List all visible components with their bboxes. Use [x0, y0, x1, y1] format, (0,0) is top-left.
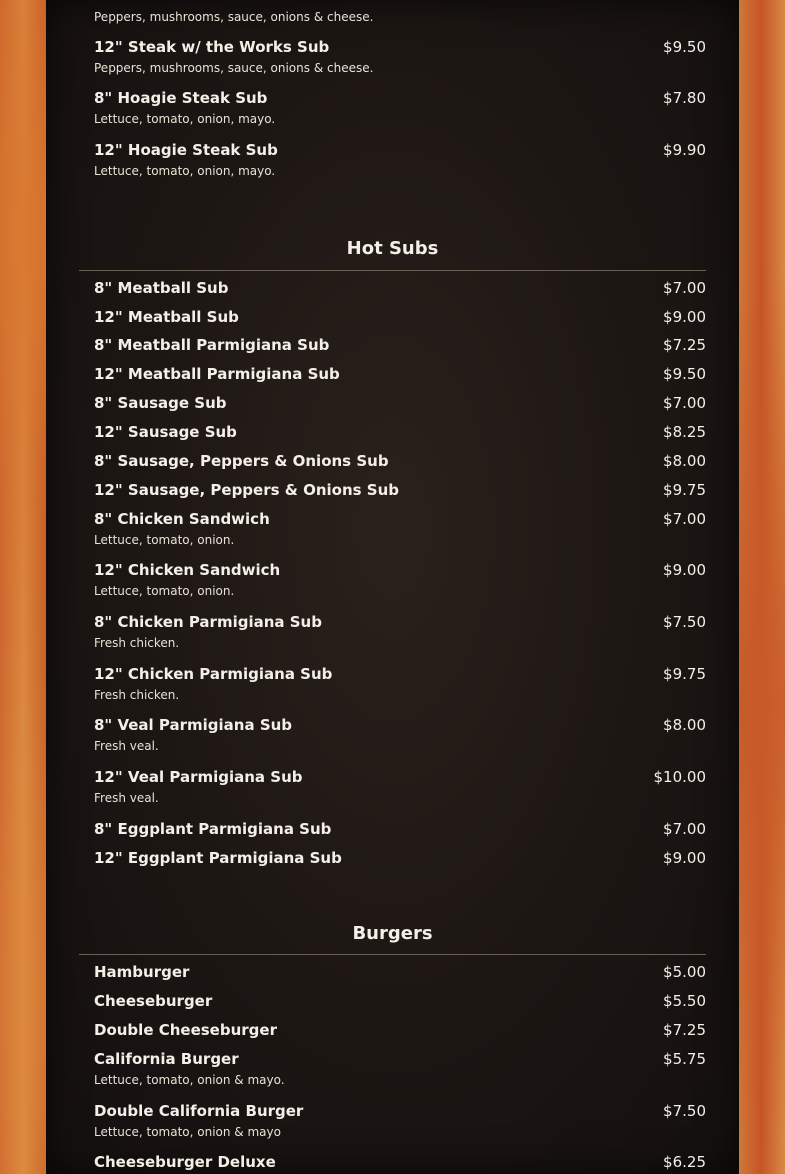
item-price: $7.00 [663, 510, 706, 528]
item-name: 8" Sausage, Peppers & Onions Sub [94, 452, 389, 470]
item-price: $10.00 [653, 768, 706, 786]
item-price: $5.50 [663, 992, 706, 1010]
item-description: Fresh veal. [94, 791, 159, 805]
item-price: $8.00 [663, 452, 706, 470]
item-price: $9.75 [663, 481, 706, 499]
item-price: $9.00 [663, 849, 706, 867]
item-description: Peppers, mushrooms, sauce, onions & cheese. [94, 61, 374, 75]
item-price: $7.00 [663, 394, 706, 412]
item-description: Lettuce, tomato, onion. [94, 584, 235, 598]
item-name: Hamburger [94, 963, 190, 981]
item-name: 8" Hoagie Steak Sub [94, 89, 268, 107]
item-price: $7.00 [663, 279, 706, 297]
item-name: 12" Meatball Sub [94, 308, 239, 326]
item-description: Lettuce, tomato, onion, mayo. [94, 112, 276, 126]
item-price: $7.80 [663, 89, 706, 107]
item-name: Double California Burger [94, 1102, 304, 1120]
item-name: 8" Chicken Sandwich [94, 510, 270, 528]
item-price: $9.50 [663, 365, 706, 383]
item-description: Lettuce, tomato, onion & mayo. [94, 1073, 285, 1087]
item-description: Lettuce, tomato, onion, mayo. [94, 164, 276, 178]
item-price: $9.00 [663, 308, 706, 326]
item-name: 12" Meatball Parmigiana Sub [94, 365, 340, 383]
item-description: Lettuce, tomato, onion. [94, 533, 235, 547]
item-price: $7.25 [663, 336, 706, 354]
item-name: 8" Veal Parmigiana Sub [94, 716, 293, 734]
item-description: Fresh veal. [94, 739, 159, 753]
item-name: Double Cheeseburger [94, 1021, 277, 1039]
item-name: 12" Veal Parmigiana Sub [94, 768, 303, 786]
section-title-burgers: Burgers [352, 923, 433, 944]
item-name: 8" Meatball Parmigiana Sub [94, 336, 330, 354]
item-description: Peppers, mushrooms, sauce, onions & cheese. [94, 10, 374, 24]
item-name: 8" Sausage Sub [94, 394, 227, 412]
item-price: $7.25 [663, 1021, 706, 1039]
item-name: 12" Hoagie Steak Sub [94, 141, 278, 159]
item-price: $9.75 [663, 665, 706, 683]
item-price: $8.25 [663, 423, 706, 441]
item-price: $6.25 [663, 1153, 706, 1171]
item-price: $5.75 [663, 1050, 706, 1068]
item-description: Fresh chicken. [94, 688, 180, 702]
item-name: California Burger [94, 1050, 239, 1068]
section-divider [79, 954, 706, 955]
item-name: Cheeseburger [94, 992, 213, 1010]
item-name: 12" Chicken Sandwich [94, 561, 281, 579]
item-name: 8" Eggplant Parmigiana Sub [94, 820, 332, 838]
item-price: $7.50 [663, 613, 706, 631]
section-title-hot-subs: Hot Subs [346, 238, 439, 259]
item-price: $5.00 [663, 963, 706, 981]
item-name: 12" Steak w/ the Works Sub [94, 38, 330, 56]
item-description: Fresh chicken. [94, 636, 180, 650]
item-price: $7.00 [663, 820, 706, 838]
item-name: 8" Chicken Parmigiana Sub [94, 613, 322, 631]
item-name: 12" Chicken Parmigiana Sub [94, 665, 333, 683]
item-price: $9.00 [663, 561, 706, 579]
item-name: 12" Eggplant Parmigiana Sub [94, 849, 342, 867]
item-price: $7.50 [663, 1102, 706, 1120]
item-price: $9.50 [663, 38, 706, 56]
menu-panel [46, 0, 739, 1174]
item-name: 12" Sausage Sub [94, 423, 237, 441]
section-divider [79, 270, 706, 271]
item-name: 12" Sausage, Peppers & Onions Sub [94, 481, 399, 499]
item-price: $9.90 [663, 141, 706, 159]
item-price: $8.00 [663, 716, 706, 734]
item-description: Lettuce, tomato, onion & mayo [94, 1125, 281, 1139]
item-name: 8" Meatball Sub [94, 279, 229, 297]
item-name: Cheeseburger Deluxe [94, 1153, 276, 1171]
